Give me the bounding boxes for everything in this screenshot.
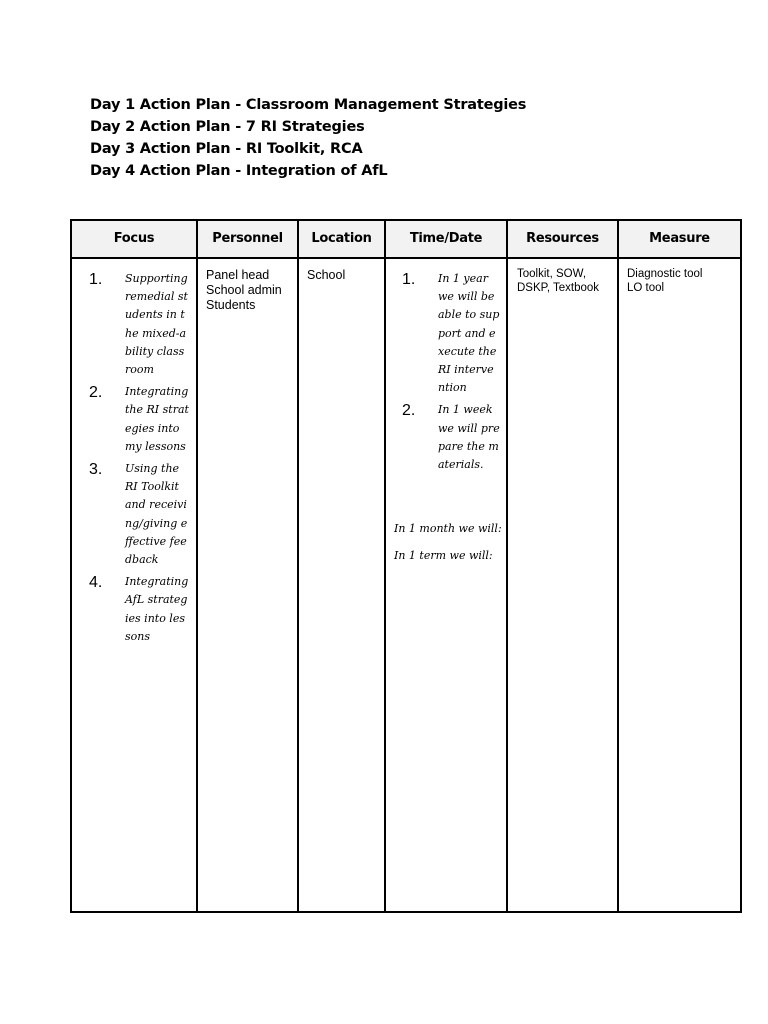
action-plan-headings (90, 94, 526, 182)
header-resources: Resources (526, 231, 599, 246)
focus-cell (87, 270, 189, 650)
focus-text: Supporting remedial students in the mixed-ability classroom (125, 272, 188, 377)
focus-text: Integrating AfL strategies into lessons (125, 575, 189, 643)
time-date-text: In 1 year we will be able to support and execute the RI intervention (438, 272, 500, 395)
time-date-list (400, 270, 500, 474)
heading-day-2: Day 2 Action Plan - 7 RI Strategies (90, 119, 365, 135)
focus-item (87, 383, 189, 456)
table-border-bottom (70, 911, 742, 913)
header-focus: Focus (113, 231, 155, 246)
focus-item (87, 460, 189, 569)
time-date-item (400, 401, 500, 474)
personnel-entry: School admin (206, 283, 282, 297)
column-divider (196, 219, 198, 913)
column-divider (384, 219, 386, 913)
focus-item (87, 270, 189, 379)
personnel-cell (206, 268, 296, 313)
column-divider (617, 219, 619, 913)
resources-entry: DSKP, Textbook (517, 281, 600, 294)
header-personnel: Personnel (212, 231, 283, 246)
header-time-date: Time/Date (409, 231, 483, 246)
measure-entry: Diagnostic tool (627, 268, 703, 280)
action-plan-table (70, 219, 742, 913)
focus-number: 2. (89, 384, 103, 402)
focus-number: 3. (89, 461, 103, 479)
measure-cell (627, 268, 737, 295)
column-divider (297, 219, 299, 913)
time-date-number: 1. (402, 271, 416, 288)
time-date-term: In 1 term we will: (394, 549, 493, 562)
measure-entry: LO tool (627, 281, 665, 294)
location-cell: School (307, 268, 346, 282)
header-location: Location (311, 231, 372, 246)
column-divider (740, 219, 742, 913)
heading-day-3: Day 3 Action Plan - RI Toolkit, RCA (90, 141, 363, 157)
column-divider (506, 219, 508, 913)
heading-day-4: Day 4 Action Plan - Integration of AfL (90, 163, 388, 179)
header-measure: Measure (649, 231, 710, 246)
time-date-text: In 1 week we will prepare the materials. (438, 403, 500, 472)
time-date-month: In 1 month we will: (394, 522, 502, 535)
personnel-entry: Students (206, 298, 256, 312)
resources-entry: Toolkit, SOW, (517, 268, 587, 280)
resources-cell (517, 268, 615, 295)
personnel-entry: Panel head (206, 268, 270, 282)
focus-number: 4. (89, 574, 103, 592)
time-date-number: 2. (402, 402, 416, 420)
focus-list (87, 270, 189, 646)
focus-text: Using the RI Toolkit and receiving/giving effective feedback (125, 462, 188, 567)
focus-text: Integrating the RI strategies into my lessons (125, 385, 189, 453)
focus-number: 1. (89, 271, 103, 288)
column-divider (70, 219, 72, 913)
time-date-cell (400, 270, 500, 478)
focus-item (87, 573, 189, 646)
time-date-item (400, 270, 500, 397)
heading-day-1: Day 1 Action Plan - Classroom Management Strategies (90, 97, 527, 113)
